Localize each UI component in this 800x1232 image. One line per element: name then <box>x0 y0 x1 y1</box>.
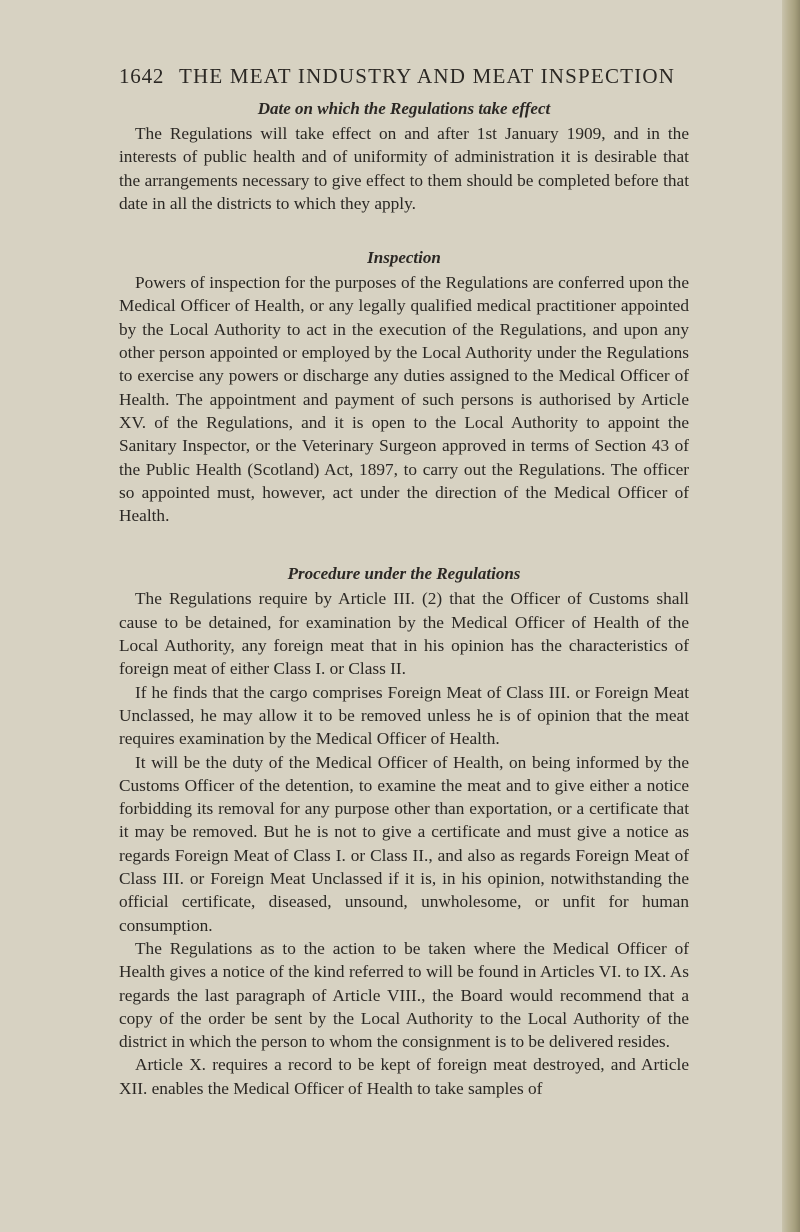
section-gap <box>119 215 689 245</box>
running-head <box>119 64 689 96</box>
paragraph-inspection: Powers of inspection for the purposes of the Regulations are conferred upon the Medical Officer of Health, or any legally qualified medical practitioner appointed by the Local Authority to act in the execution of the Regulations, and upon any other person appointed or employed by the Local Authority under the Regulations to exercise any powers or discharge any duties assigned to the Medical Officer of Health. The appointment and payment of such persons is authorised by Article XV. of the Regulations, and it is open to the Local Authority to appoint the Sanitary Inspector, or the Veterinary Surgeon approved in terms of Section 43 of the Public Health (Scotland) Act, 1897, to carry out the Regulations. The officer so appointed must, however, act under the direction of the Medical Officer of Health. <box>119 273 689 526</box>
page-number: 1642 <box>119 64 165 88</box>
section-gap <box>119 527 689 561</box>
section-heading-inspection: Inspection <box>367 248 441 268</box>
section-heading-date-effect: Date on which the Regulations take effect <box>257 99 551 118</box>
running-title: THE MEAT INDUSTRY AND MEAT INSPECTION <box>179 64 676 88</box>
page-content <box>119 64 689 1100</box>
book-spine-edge <box>782 0 800 1232</box>
paragraph-procedure-4: The Regulations as to the action to be taken where the Medical Officer of Health gives a notice of the kind referred to will be found in Articles VI. to IX. As regards the last paragraph of Article VIII., the Board would recommend that a copy of the order be sent by the Local Authority to the Local Authority of the district in which the person to whom the consignment is to be delivered resides. <box>119 938 689 1052</box>
section-heading-procedure: Procedure under the Regulations <box>287 564 521 584</box>
paragraph-date-effect: The Regulations will take effect on and after 1st January 1909, and in the interests of public health and of uniformity of administration it is desirable that the arrangements necessary to give effect to them should be completed before that date in all the districts to which they apply. <box>119 124 689 213</box>
paragraph-procedure-1: The Regulations require by Article III. (2) that the Officer of Customs shall cause to be detained, for examination by the Medical Officer of Health of the Local Authority, any foreign meat that in his opinion has the characteristics of foreign meat of either Class I. or Class II. <box>119 589 689 679</box>
paragraph-procedure-2: If he finds that the cargo comprises Foreign Meat of Class III. or Foreign Meat Unclassed, he may allow it to be removed unless he is of opinion that the meat requires examination by the Medical Officer of Health. <box>119 682 689 749</box>
paragraph-procedure-3: It will be the duty of the Medical Officer of Health, on being informed by the Customs Officer of the detention, to examine the meat and to give either a notice forbidding its removal for any purpose other than exportation, or a certificate that it may be removed. But he is not to give a certificate and must give a notice as regards Foreign Meat of Class I. or Class II., and also as regards Foreign Meat of Class III. or Foreign Meat Unclassed if it is, in his opinion, notwithstanding the official certificate, diseased, unsound, unwholesome, or unfit for human consumption. <box>119 752 689 935</box>
paragraph-procedure-5: Article X. requires a record to be kept of foreign meat destroyed, and Article XII. enables the Medical Officer of Health to take samples of <box>119 1055 689 1098</box>
